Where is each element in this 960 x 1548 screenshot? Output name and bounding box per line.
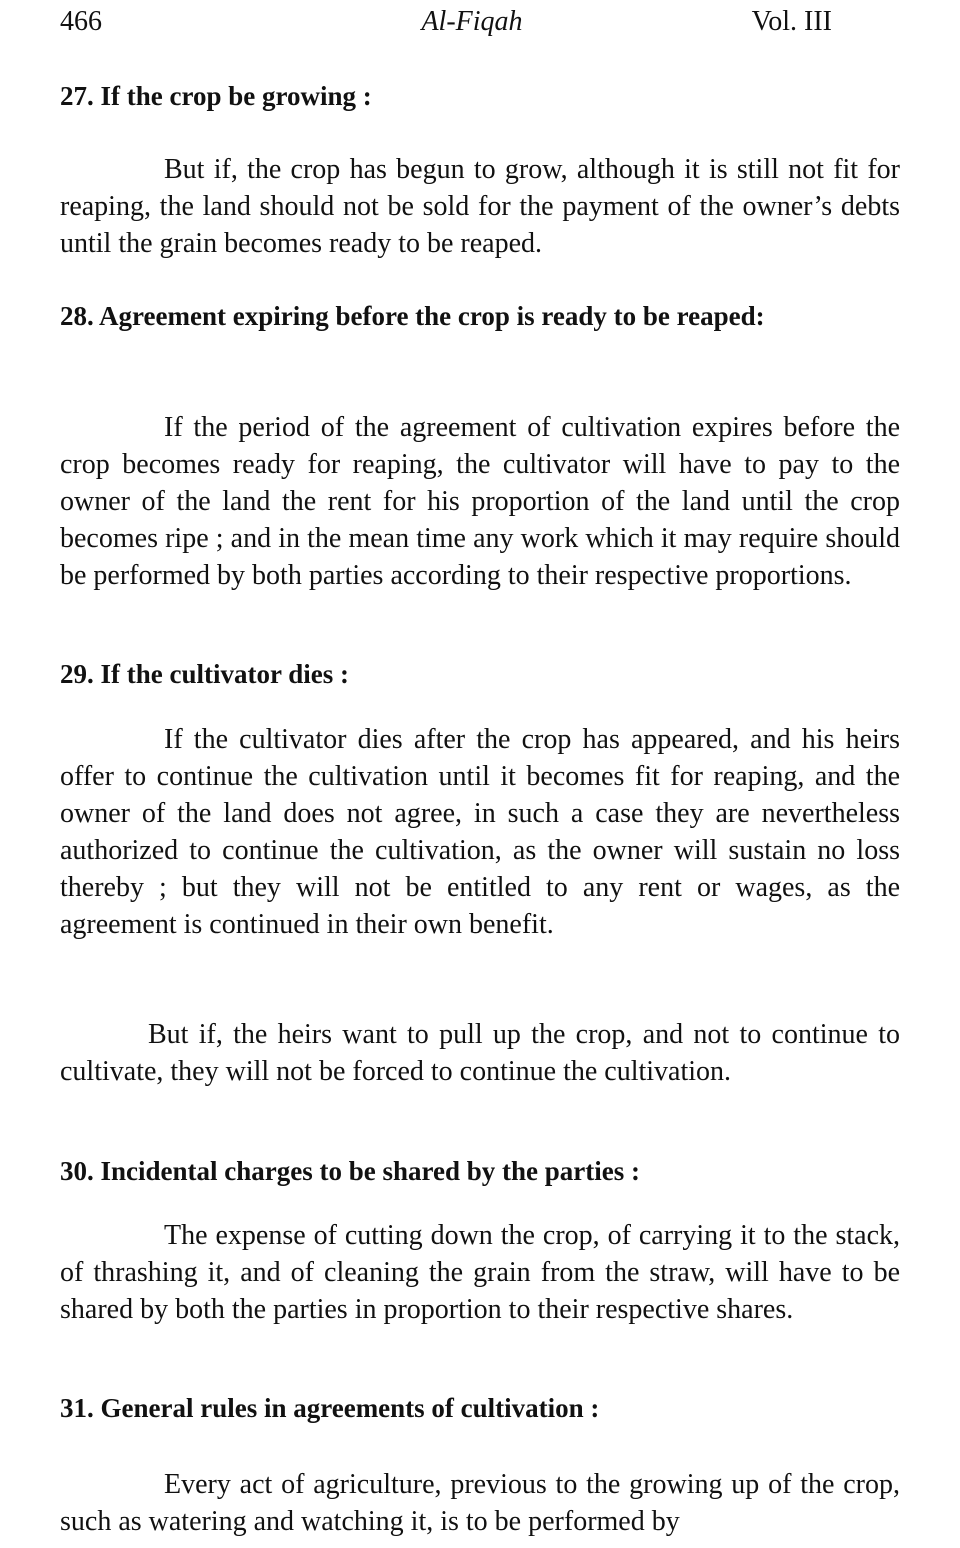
volume-label: Vol. III bbox=[751, 6, 832, 37]
running-header bbox=[60, 4, 900, 40]
book-title: Al-Fiqah bbox=[421, 6, 523, 37]
section-heading-30: 30. Incidental charges to be shared by the parties : bbox=[60, 1156, 640, 1186]
section-30-paragraph-1: The expense of cutting down the crop, of carrying it to the stack, of thrashing it, and of cleaning the grain from the straw, will have to be shared by both the parties in proportion to their respective shares. bbox=[60, 1220, 900, 1325]
book-page bbox=[60, 0, 900, 1548]
section-29-paragraph-2: But if, the heirs want to pull up the crop, and not to continue to cultivate, they will not be forced to continue the cultivation. bbox=[60, 1019, 900, 1087]
section-28-paragraph-1: If the period of the agreement of cultivation expires before the crop becomes ready for reaping, the cultivator will have to pay to the owner of the land the rent for his proportion of the land until the crop becomes ripe ; and in the mean time any work which it may require should be performed by both parties according to their respective proportions. bbox=[60, 412, 900, 591]
page-number: 466 bbox=[60, 6, 102, 37]
section-31-paragraph-1: Every act of agriculture, previous to the growing up of the crop, such as watering and watching it, is to be performed by bbox=[60, 1469, 900, 1537]
section-heading-31: 31. General rules in agreements of cultivation : bbox=[60, 1393, 600, 1423]
section-heading-27: 27. If the crop be growing : bbox=[60, 81, 372, 111]
section-heading-28: 28. Agreement expiring before the crop is ready to be reaped: bbox=[60, 301, 765, 331]
section-heading-29: 29. If the cultivator dies : bbox=[60, 659, 349, 689]
section-27-paragraph-1: But if, the crop has begun to grow, although it is still not fit for reaping, the land should not be sold for the payment of the owner’s debts until the grain becomes ready to be reaped. bbox=[60, 154, 900, 259]
section-29-paragraph-1: If the cultivator dies after the crop has appeared, and his heirs offer to continue the cultivation until it becomes fit for reaping, and the owner of the land does not agree, in such a case they are nevertheless authorized to continue the cultivation, as the owner will sustain no loss thereby ; but they will not be entitled to any rent or wages, as the agreement is continued in their own benefit. bbox=[60, 724, 900, 940]
